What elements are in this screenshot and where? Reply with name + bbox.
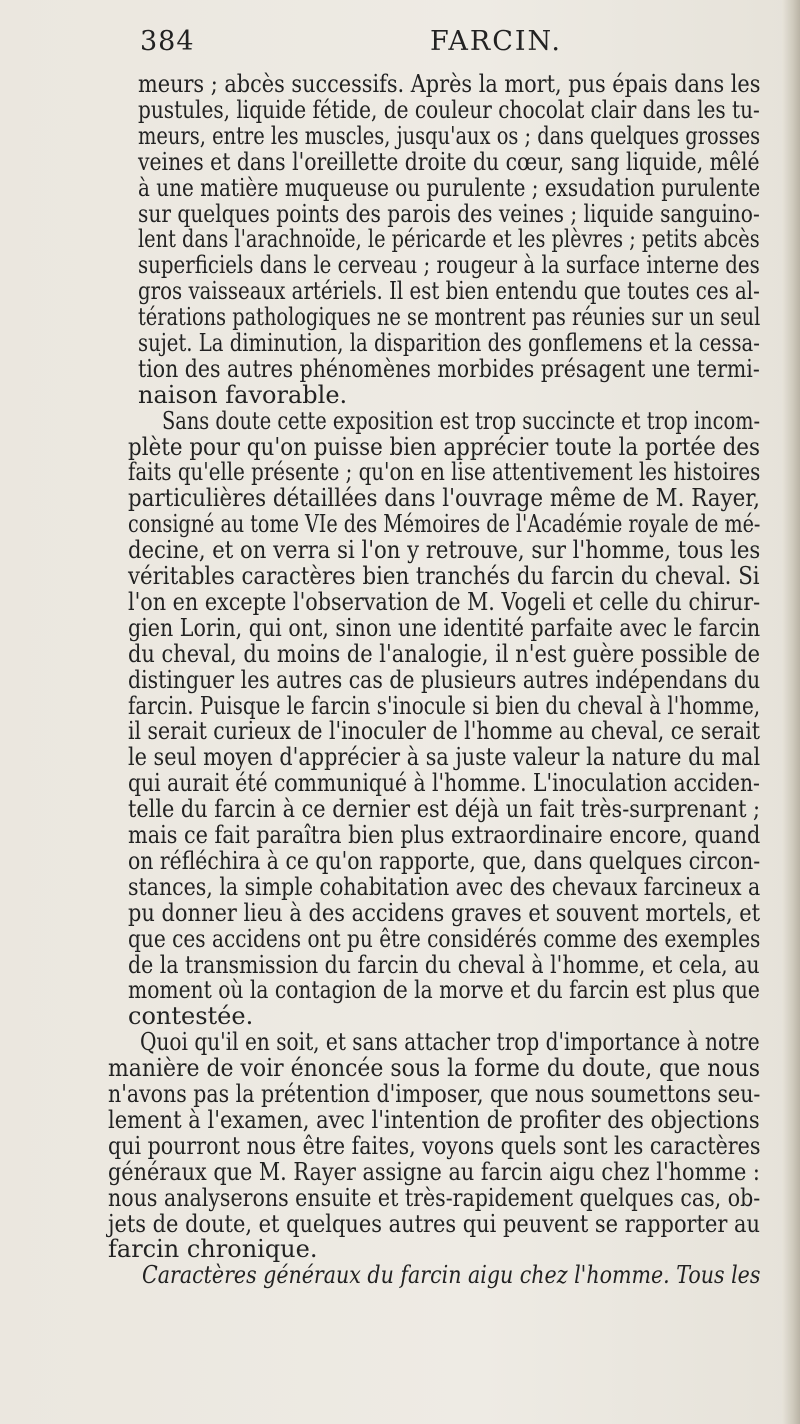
body-text	[106, 70, 766, 1310]
text-line: telle du farcin à ce dernier est déjà un fait très-surprenant ;	[128, 795, 761, 823]
text-line: gien Lorin, qui ont, sinon une identité parfaite avec le farcin	[128, 614, 761, 642]
text-line: faits qu'elle présente ; qu'on en lise attentivement les histoires	[128, 458, 761, 486]
text-line: qui aurait été communiqué à l'homme. L'inoculation acciden-	[128, 769, 760, 797]
page-edge	[782, 0, 800, 1424]
text-line: naison favorable.	[138, 381, 348, 409]
text-line: contestée.	[128, 1002, 254, 1030]
text-line: que ces accidens ont pu être considérés comme des exemples	[128, 925, 761, 953]
text-line: manière de voir énoncée sous la forme du doute, que nous	[108, 1054, 761, 1082]
text-line: pu donner lieu à des accidens graves et souvent mortels, et	[128, 899, 761, 927]
text-line: superficiels dans le cerveau ; rougeur à la surface interne des	[138, 251, 760, 279]
text-line: farcin chronique.	[108, 1235, 318, 1263]
text-line: à une matière muqueuse ou purulente ; exsudation purulente	[138, 174, 761, 202]
text-line: pustules, liquide fétide, de couleur chocolat clair dans les tu-	[138, 96, 760, 124]
text-line: moment où la contagion de la morve et du farcin est plus que	[128, 976, 760, 1004]
text-line: veines et dans l'oreillette droite du cœur, sang liquide, mêlé	[138, 148, 760, 176]
text-line: plète pour qu'on puisse bien apprécier toute la portée des	[128, 433, 760, 461]
text-line: qui pourront nous être faites, voyons quels sont les caractères	[108, 1132, 761, 1160]
text-line: lement à l'examen, avec l'intention de profiter des objections	[108, 1106, 760, 1134]
running-head: FARCIN.	[430, 26, 563, 57]
text-line: véritables caractères bien tranchés du farcin du cheval. Si	[128, 562, 760, 590]
text-line: mais ce fait paraîtra bien plus extraordinaire encore, quand	[128, 821, 761, 849]
text-line: l'on en excepte l'observation de M. Vogeli et celle du chirur-	[128, 588, 761, 616]
text-line: il serait curieux de l'inoculer de l'homme au cheval, ce serait	[128, 717, 760, 745]
text-line: térations pathologiques ne se montrent pas réunies sur un seul	[138, 303, 761, 331]
text-line: farcin. Puisque le farcin s'inocule si bien du cheval à l'homme,	[128, 692, 761, 720]
text-line: du cheval, du moins de l'analogie, il n'est guère possible de	[128, 640, 760, 668]
text-line: gros vaisseaux artériels. Il est bien entendu que toutes ces al-	[138, 277, 760, 305]
text-line: Sans doute cette exposition est trop succincte et trop incom-	[162, 407, 761, 435]
text-line: Caractères généraux du farcin aigu chez l'homme. Tous les	[142, 1261, 761, 1289]
text-line: Quoi qu'il en soit, et sans attacher trop d'importance à notre	[140, 1028, 760, 1056]
text-line: nous analyserons ensuite et très-rapidement quelques cas, ob-	[108, 1184, 761, 1212]
text-line: meurs, entre les muscles, jusqu'aux os ; dans quelques grosses	[138, 122, 761, 150]
page-number: 384	[140, 26, 195, 57]
text-line: jets de doute, et quelques autres qui peuvent se rapporter au	[108, 1210, 760, 1238]
text-line: decine, et on verra si l'on y retrouve, sur l'homme, tous les	[128, 536, 761, 564]
text-line: distinguer les autres cas de plusieurs autres indépendans du	[128, 666, 761, 694]
text-line: on réfléchira à ce qu'on rapporte, que, dans quelques circon-	[128, 847, 761, 875]
text-line: de la transmission du farcin du cheval à l'homme, et cela, au	[128, 951, 760, 979]
page-header	[140, 26, 660, 62]
text-line: meurs ; abcès successifs. Après la mort, pus épais dans les	[138, 70, 761, 98]
text-line: lent dans l'arachnoïde, le péricarde et les plèvres ; petits abcès	[138, 225, 760, 253]
text-line: le seul moyen d'apprécier à sa juste valeur la nature du mal	[128, 743, 761, 771]
text-line: sur quelques points des parois des veines ; liquide sanguino-	[138, 200, 760, 228]
text-line: tion des autres phénomènes morbides présagent une termi-	[138, 355, 760, 383]
text-line: particulières détaillées dans l'ouvrage même de M. Rayer,	[128, 484, 760, 512]
text-line: n'avons pas la prétention d'imposer, que nous soumettons seu-	[108, 1080, 761, 1108]
text-line: sujet. La diminution, la disparition des gonflemens et la cessa-	[138, 329, 760, 357]
text-line: généraux que M. Rayer assigne au farcin aigu chez l'homme :	[108, 1158, 760, 1186]
text-line: consigné au tome VIe des Mémoires de l'Académie royale de mé-	[128, 510, 761, 538]
text-line: stances, la simple cohabitation avec des chevaux farcineux a	[128, 873, 761, 901]
